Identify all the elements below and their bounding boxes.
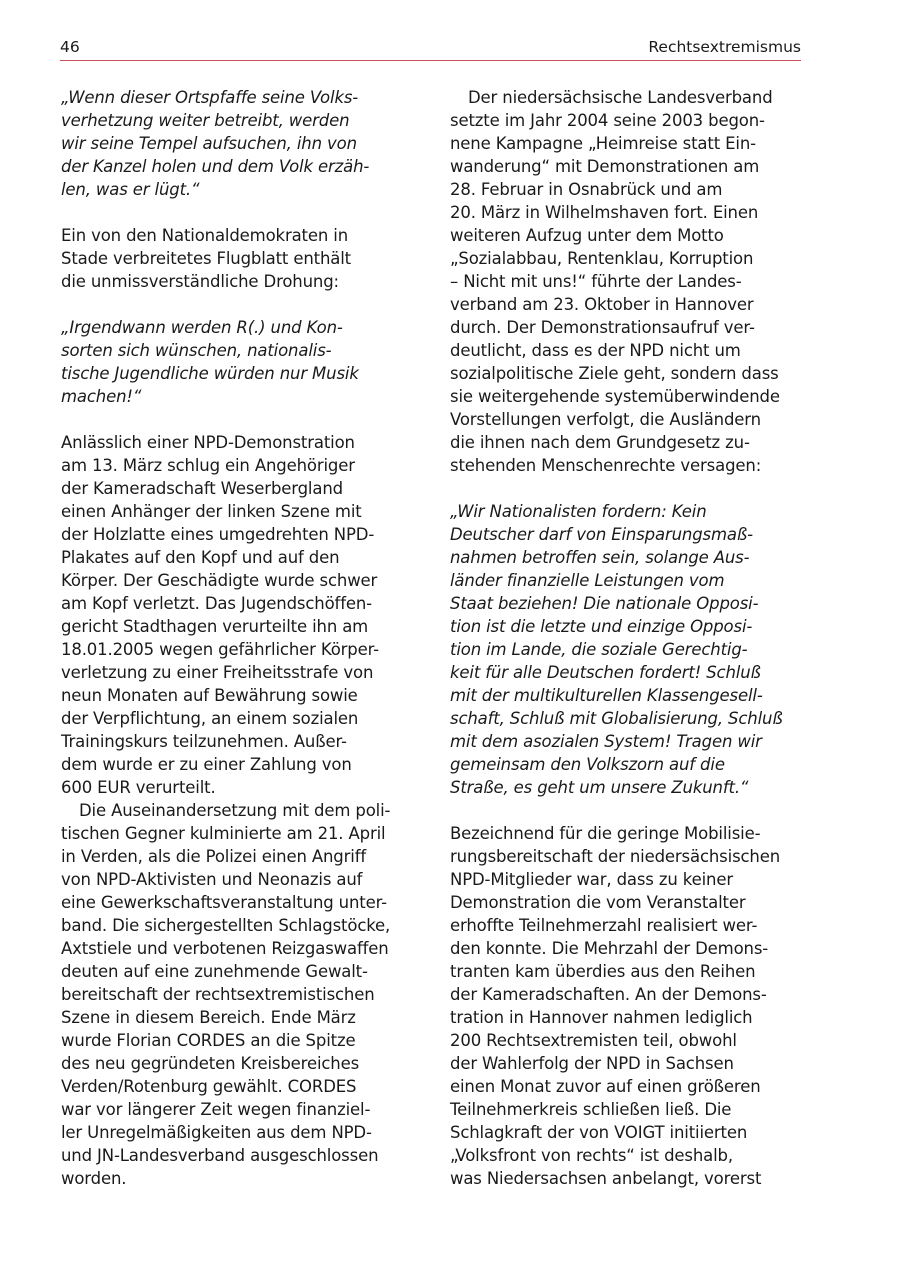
text-line: NPD-Mitglieder war, dass zu keiner — [450, 870, 733, 889]
text-line: die unmissverständliche Drohung: — [61, 272, 339, 291]
text-line: der Kanzel holen und dem Volk erzäh- — [61, 157, 370, 176]
left-column — [61, 86, 415, 1190]
paragraph — [61, 431, 415, 799]
text-line: nahmen betroffen sein, solange Aus- — [450, 548, 750, 567]
page-number: 46 — [60, 38, 80, 56]
text-line: worden. — [61, 1169, 127, 1188]
text-line: 200 Rechtsextremisten teil, obwohl — [450, 1031, 737, 1050]
running-title: Rechtsextremismus — [648, 38, 801, 56]
text-line: was Niedersachsen anbelangt, vorerst — [450, 1169, 762, 1188]
paragraph — [450, 86, 802, 477]
paragraph — [450, 822, 802, 1190]
text-line: – Nicht mit uns!“ führte der Landes- — [450, 272, 742, 291]
text-line: von NPD-Aktivisten und Neonazis auf — [61, 870, 363, 889]
text-line: des neu gegründeten Kreisbereiches — [61, 1054, 360, 1073]
text-line: verhetzung weiter betreibt, werden — [61, 111, 350, 130]
text-line: ler Unregelmäßigkeiten aus dem NPD- — [61, 1123, 372, 1142]
text-line: wurde Florian CORDES an die Spitze — [61, 1031, 356, 1050]
text-line: Der niedersächsische Landesverband — [468, 88, 773, 107]
text-line: Demonstration die vom Veranstalter — [450, 893, 746, 912]
text-line: eine Gewerkschaftsveranstaltung unter- — [61, 893, 387, 912]
text-line: Plakates auf den Kopf und auf den — [61, 548, 340, 567]
text-line: Straße, es geht um unsere Zukunft.“ — [450, 778, 749, 797]
text-line: der Wahlerfolg der NPD in Sachsen — [450, 1054, 734, 1073]
text-line: machen!“ — [61, 387, 142, 406]
text-line: der Holzlatte eines umgedrehten NPD- — [61, 525, 375, 544]
text-line: weiteren Aufzug unter dem Motto — [450, 226, 724, 245]
text-line: Trainingskurs teilzunehmen. Außer- — [61, 732, 347, 751]
text-line: verletzung zu einer Freiheitsstrafe von — [61, 663, 374, 682]
text-line: 28. Februar in Osnabrück und am — [450, 180, 723, 199]
text-line: Staat beziehen! Die nationale Opposi- — [450, 594, 759, 613]
text-line: schaft, Schluß mit Globalisierung, Schluß — [450, 709, 783, 728]
text-line: deuten auf eine zunehmende Gewalt- — [61, 962, 368, 981]
text-line: 20. März in Wilhelmshaven fort. Einen — [450, 203, 759, 222]
text-line: tration in Hannover nahmen lediglich — [450, 1008, 753, 1027]
text-line: band. Die sichergestellten Schlagstöcke, — [61, 916, 391, 935]
text-line: 18.01.2005 wegen gefährlicher Körper- — [61, 640, 379, 659]
text-line: sozialpolitische Ziele geht, sondern dass — [450, 364, 779, 383]
text-line: erhoffte Teilnehmerzahl realisiert wer- — [450, 916, 758, 935]
text-line: Teilnehmerkreis schließen ließ. Die — [450, 1100, 732, 1119]
text-line: sorten sich wünschen, nationalis- — [61, 341, 332, 360]
text-line: Ein von den Nationaldemokraten in — [61, 226, 349, 245]
text-line: tion ist die letzte und einzige Opposi- — [450, 617, 753, 636]
text-line: Die Auseinandersetzung mit dem poli- — [79, 801, 391, 820]
text-line: den konnte. Die Mehrzahl der Demons- — [450, 939, 769, 958]
text-line: tranten kam überdies aus den Reihen — [450, 962, 756, 981]
page-header — [60, 38, 801, 62]
text-line: länder finanzielle Leistungen vom — [450, 571, 725, 590]
text-line: deutlicht, dass es der NPD nicht um — [450, 341, 741, 360]
text-line: wanderung“ mit Demonstrationen am — [450, 157, 760, 176]
text-line: 600 EUR verurteilt. — [61, 778, 216, 797]
text-line: keit für alle Deutschen fordert! Schluß — [450, 663, 761, 682]
text-line: mit dem asozialen System! Tragen wir — [450, 732, 762, 751]
text-line: setzte im Jahr 2004 seine 2003 begon- — [450, 111, 765, 130]
text-line: und JN-Landesverband ausgeschlossen — [61, 1146, 379, 1165]
quote-block — [61, 86, 415, 201]
quote-block — [450, 500, 802, 799]
text-line: einen Monat zuvor auf einen größeren — [450, 1077, 761, 1096]
paragraph — [61, 799, 415, 1190]
text-line: am Kopf verletzt. Das Jugendschöffen- — [61, 594, 372, 613]
paragraph — [61, 224, 415, 293]
text-line: tion im Lande, die soziale Gerechtig- — [450, 640, 748, 659]
text-line: nene Kampagne „Heimreise statt Ein- — [450, 134, 756, 153]
text-line: wir seine Tempel aufsuchen, ihn von — [61, 134, 357, 153]
quote-block — [61, 316, 415, 408]
text-line: „Wir Nationalisten fordern: Kein — [450, 502, 707, 521]
text-line: stehenden Menschenrechte versagen: — [450, 456, 762, 475]
text-line: mit der multikulturellen Klassengesell- — [450, 686, 763, 705]
text-line: in Verden, als die Polizei einen Angriff — [61, 847, 367, 866]
text-line: neun Monaten auf Bewährung sowie — [61, 686, 358, 705]
text-line: Anlässlich einer NPD-Demonstration — [61, 433, 355, 452]
text-line: Szene in diesem Bereich. Ende März — [61, 1008, 356, 1027]
text-line: die ihnen nach dem Grundgesetz zu- — [450, 433, 750, 452]
text-line: „Wenn dieser Ortspfaffe seine Volks- — [61, 88, 359, 107]
text-line: der Verpflichtung, an einem sozialen — [61, 709, 359, 728]
text-line: Schlagkraft der von VOIGT initiierten — [450, 1123, 748, 1142]
text-line: Verden/Rotenburg gewählt. CORDES — [61, 1077, 357, 1096]
text-line: Stade verbreitetes Flugblatt enthält — [61, 249, 351, 268]
header-divider — [60, 60, 801, 61]
text-line: durch. Der Demonstrationsaufruf ver- — [450, 318, 755, 337]
text-line: „Irgendwann werden R(.) und Kon- — [61, 318, 343, 337]
text-line: war vor längerer Zeit wegen finanziel- — [61, 1100, 371, 1119]
text-line: dem wurde er zu einer Zahlung von — [61, 755, 352, 774]
text-line: tische Jugendliche würden nur Musik — [61, 364, 359, 383]
text-line: der Kameradschaft Weserbergland — [61, 479, 343, 498]
text-line: Bezeichnend für die geringe Mobilisie- — [450, 824, 761, 843]
text-line: einen Anhänger der linken Szene mit — [61, 502, 362, 521]
text-line: Axtstiele und verbotenen Reizgaswaffen — [61, 939, 389, 958]
text-line: tischen Gegner kulminierte am 21. April — [61, 824, 386, 843]
text-line: Vorstellungen verfolgt, die Ausländern — [450, 410, 761, 429]
text-line: rungsbereitschaft der niedersächsischen — [450, 847, 781, 866]
text-line: bereitschaft der rechtsextremistischen — [61, 985, 375, 1004]
text-line: verband am 23. Oktober in Hannover — [450, 295, 754, 314]
text-line: „Sozialabbau, Rentenklau, Korruption — [450, 249, 754, 268]
text-line: gericht Stadthagen verurteilte ihn am — [61, 617, 369, 636]
text-line: der Kameradschaften. An der Demons- — [450, 985, 767, 1004]
right-column — [450, 86, 802, 1190]
text-line: sie weitergehende systemüberwindende — [450, 387, 780, 406]
text-line: Körper. Der Geschädigte wurde schwer — [61, 571, 378, 590]
text-line: „Volksfront von rechts“ ist deshalb, — [450, 1146, 733, 1165]
text-line: len, was er lügt.“ — [61, 180, 200, 199]
text-line: Deutscher darf von Einsparungsmaß- — [450, 525, 753, 544]
text-line: gemeinsam den Volkszorn auf die — [450, 755, 725, 774]
text-line: am 13. März schlug ein Angehöriger — [61, 456, 355, 475]
